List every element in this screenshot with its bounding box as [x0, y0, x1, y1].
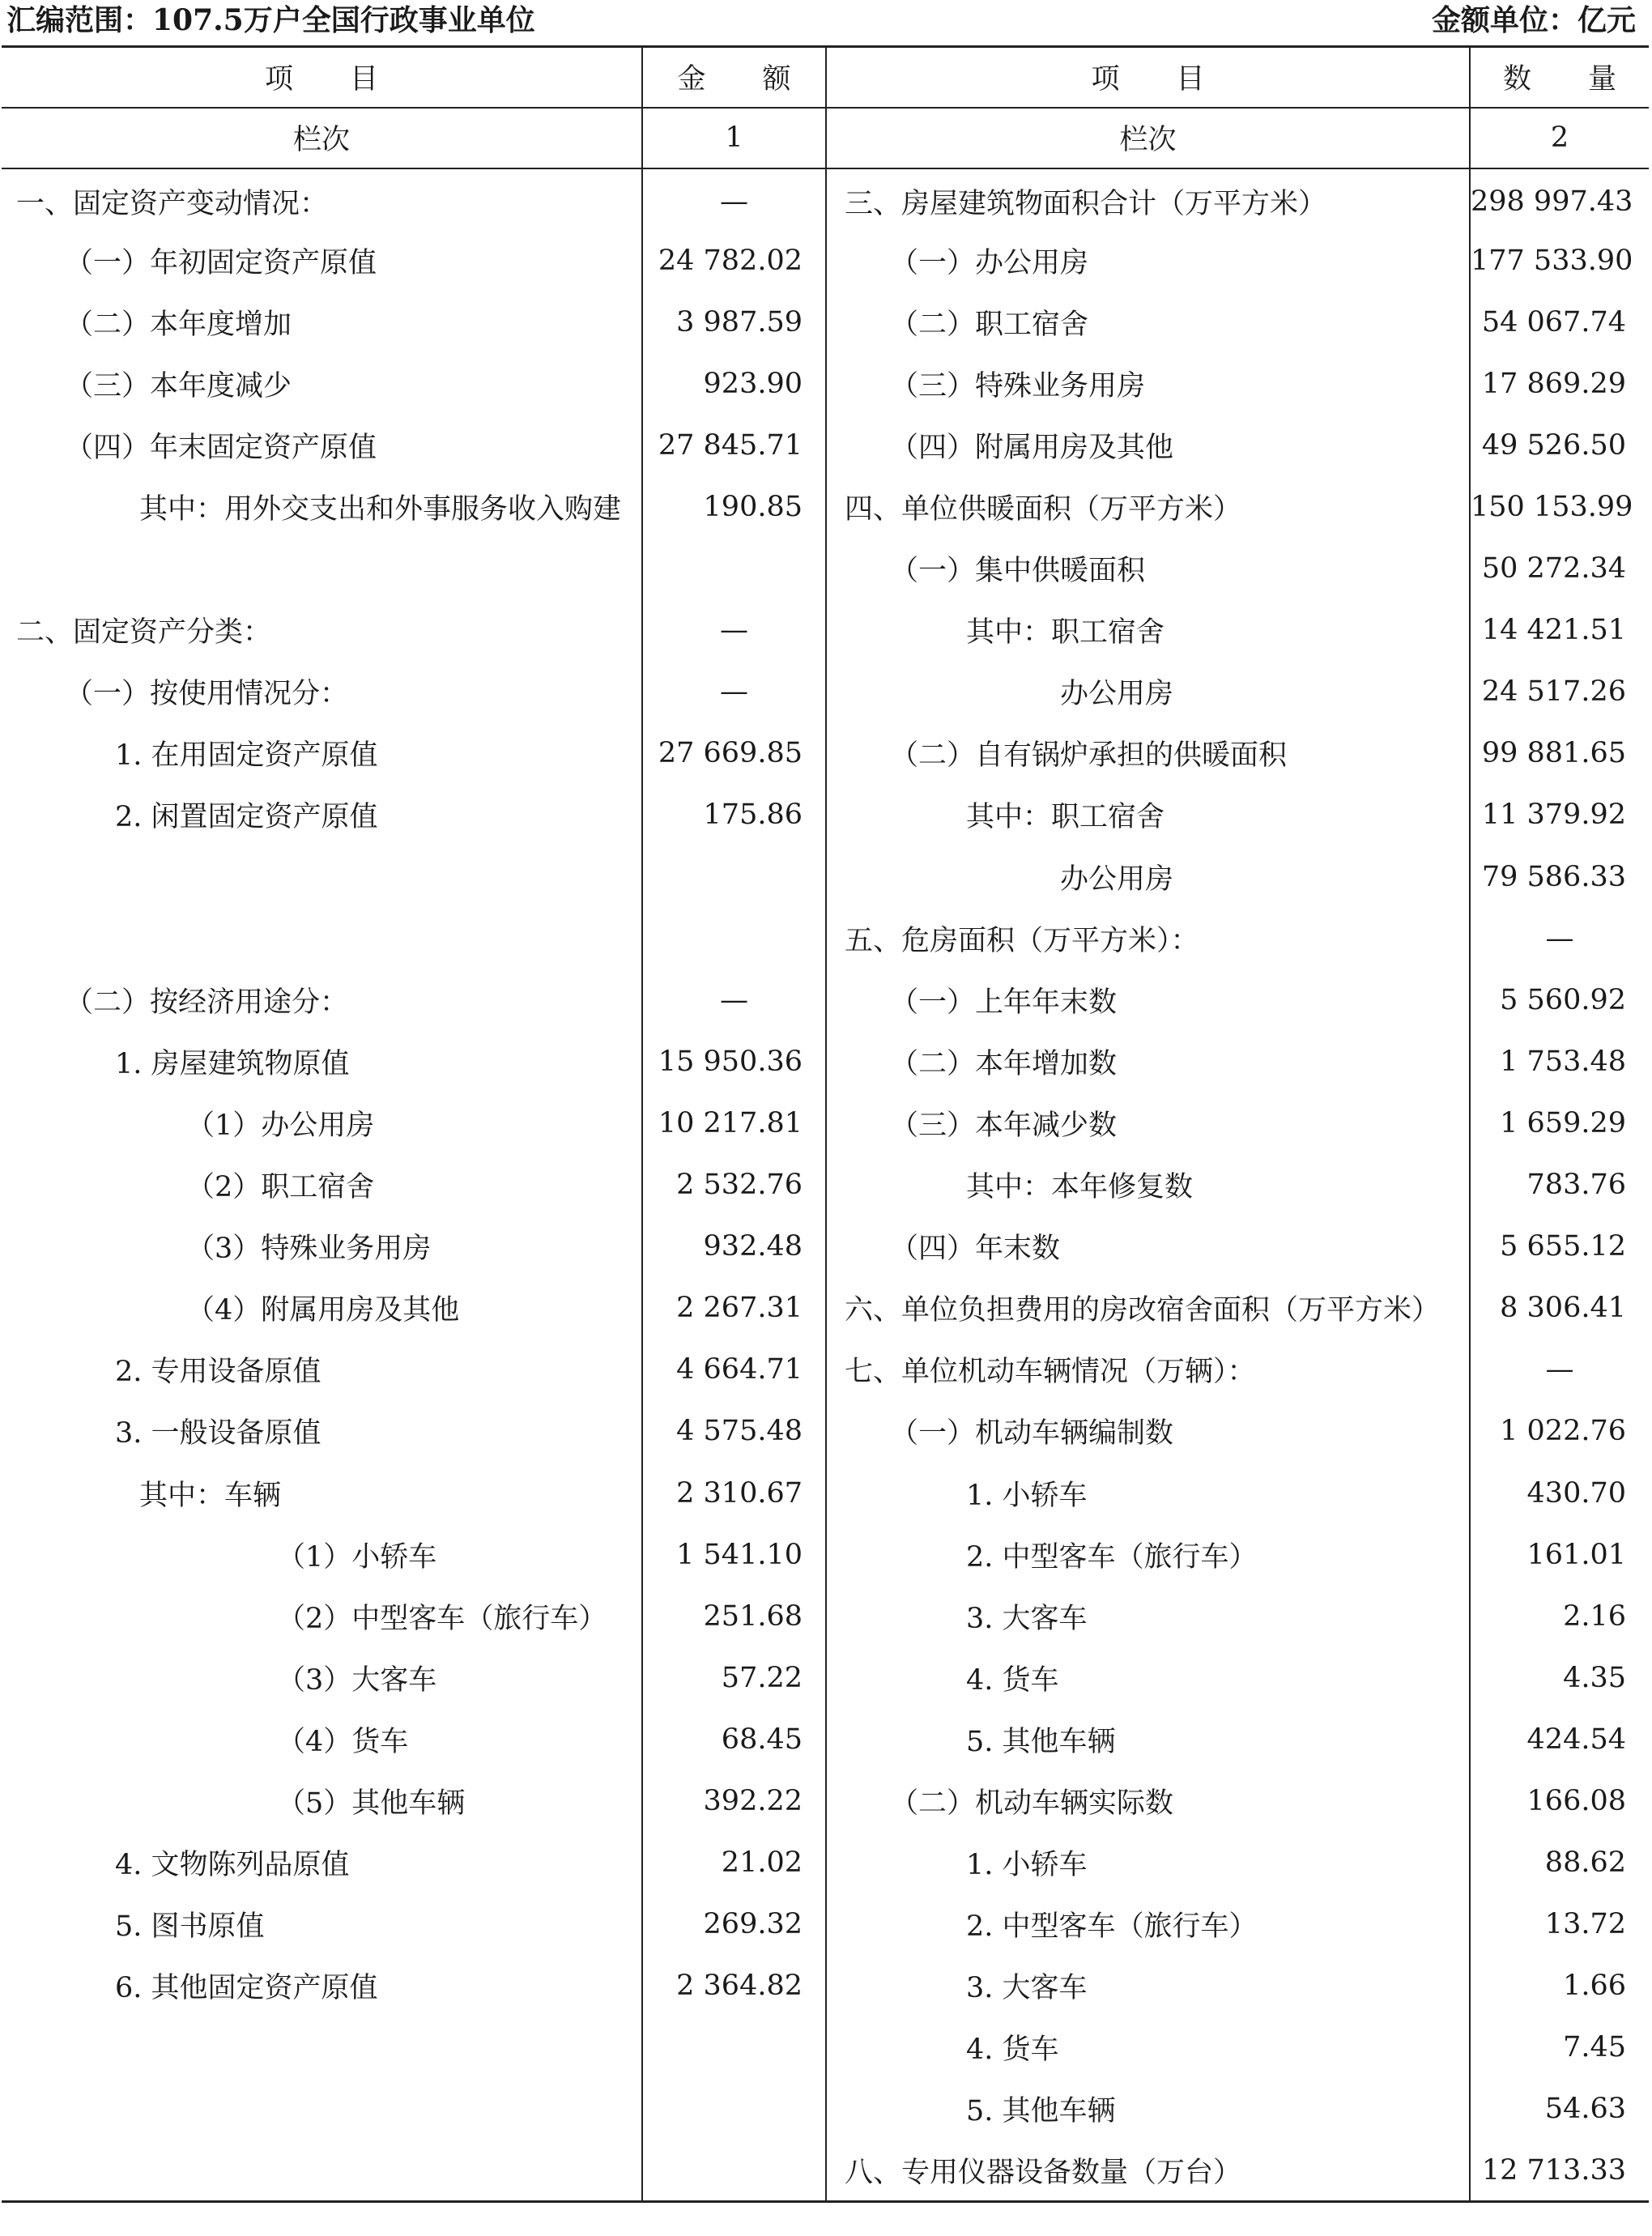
table-row — [2, 230, 1649, 292]
table-row — [2, 1400, 1649, 1462]
left-amount-value: 4 575.48 — [642, 1400, 826, 1462]
left-amount-value: 2 310.67 — [642, 1462, 826, 1523]
right-item-label: （三）特殊业务用房 — [826, 353, 1470, 415]
left-item-label: 其中：用外交支出和外事服务收入购建 — [2, 476, 642, 538]
left-item-label: （3）大客车 — [2, 1647, 642, 1709]
compilation-scope: 汇编范围：107.5万户全国行政事业单位 — [6, 3, 535, 37]
table-row — [2, 908, 1649, 969]
right-item-label: （二）机动车辆实际数 — [826, 1770, 1470, 1832]
right-quantity-value: 161.01 — [1526, 1538, 1626, 1571]
table-row — [2, 1339, 1649, 1400]
table-row — [2, 2140, 1649, 2202]
table-row — [2, 415, 1649, 476]
right-quantity-value: 298 997.43 — [1471, 185, 1633, 219]
left-item-label: （一）按使用情况分： — [2, 661, 642, 722]
right-quantity-value: 5 560.92 — [1500, 983, 1626, 1016]
left-item-label — [2, 846, 642, 908]
left-amount-value — [642, 538, 826, 599]
left-amount-value: 21.02 — [642, 1832, 826, 1893]
right-item-label: 5. 其他车辆 — [826, 2078, 1470, 2140]
left-item-label: 5. 图书原值 — [2, 1893, 642, 1955]
left-amount-value: 2 364.82 — [642, 1955, 826, 2017]
left-item-label: （4）附属用房及其他 — [2, 1277, 642, 1339]
left-item-label: 一、固定资产变动情况： — [2, 168, 642, 230]
table-row — [2, 2078, 1649, 2140]
right-item-label: （一）集中供暖面积 — [826, 538, 1470, 599]
right-quantity-value: 1.66 — [1563, 1970, 1626, 2003]
right-item-label: 2. 中型客车（旅行车） — [826, 1893, 1470, 1955]
right-quantity-value: 24 517.26 — [1481, 675, 1626, 709]
left-item-label: 1. 房屋建筑物原值 — [2, 1031, 642, 1092]
right-quantity-value: 99 881.65 — [1481, 737, 1626, 770]
left-amount-value: 923.90 — [642, 353, 826, 415]
left-amount-value: 251.68 — [642, 1586, 826, 1647]
left-amount-value: 10 217.81 — [642, 1092, 826, 1154]
left-item-label: （二）按经济用途分： — [2, 969, 642, 1031]
left-item-label: （四）年末固定资产原值 — [2, 415, 642, 476]
table-row — [2, 168, 1649, 230]
left-item-label: 二、固定资产分类： — [2, 599, 642, 661]
table-row — [2, 1031, 1649, 1092]
left-amount-value — [642, 2140, 826, 2202]
right-item-label: 办公用房 — [826, 661, 1470, 722]
left-item-label — [2, 2140, 642, 2202]
table-row — [2, 784, 1649, 845]
table-row — [2, 969, 1649, 1031]
table-row — [2, 1709, 1649, 1770]
left-amount-value — [642, 2078, 826, 2140]
right-item-label: 其中：职工宿舍 — [826, 599, 1470, 661]
table-row — [2, 1277, 1649, 1339]
left-amount-value: — — [642, 969, 826, 1031]
right-quantity-value: 5 655.12 — [1500, 1230, 1626, 1263]
left-item-label: 1. 在用固定资产原值 — [2, 722, 642, 784]
left-amount-value: 27 669.85 — [642, 722, 826, 784]
left-amount-value: 392.22 — [642, 1770, 826, 1832]
left-item-label: （一）年初固定资产原值 — [2, 230, 642, 292]
table-row — [2, 1462, 1649, 1523]
table-row — [2, 476, 1649, 538]
col-header-quantity: 数 量 — [1470, 47, 1649, 108]
col-header-item-right: 项 目 — [826, 47, 1470, 108]
right-quantity-value: 54.63 — [1544, 2093, 1626, 2126]
left-amount-value: 2 532.76 — [642, 1154, 826, 1216]
right-quantity-value: 1 659.29 — [1500, 1106, 1626, 1139]
right-item-label: （二）自有锅炉承担的供暖面积 — [826, 722, 1470, 784]
right-quantity-value: 11 379.92 — [1481, 799, 1626, 832]
table-row — [2, 1586, 1649, 1647]
left-item-label: 3. 一般设备原值 — [2, 1400, 642, 1462]
table-row — [2, 661, 1649, 722]
left-item-label — [2, 538, 642, 599]
right-item-label: 其中：本年修复数 — [826, 1154, 1470, 1216]
left-amount-value: 4 664.71 — [642, 1339, 826, 1400]
lanci-right-label: 栏次 — [826, 108, 1470, 168]
table-row — [2, 1524, 1649, 1586]
table-row — [2, 2017, 1649, 2078]
table-row — [2, 538, 1649, 599]
table-row — [2, 1955, 1649, 2017]
left-item-label: 4. 文物陈列品原值 — [2, 1832, 642, 1893]
right-quantity-value: 1 022.76 — [1500, 1415, 1626, 1448]
right-quantity-value: 150 153.99 — [1471, 491, 1633, 524]
left-item-label — [2, 908, 642, 969]
right-quantity-value: 49 526.50 — [1481, 428, 1626, 462]
table-row — [2, 1647, 1649, 1709]
right-quantity-value: — — [1545, 1353, 1574, 1386]
right-quantity-value: 783.76 — [1526, 1169, 1626, 1202]
right-quantity-value: 1 753.48 — [1500, 1045, 1626, 1078]
left-amount-value: 57.22 — [642, 1647, 826, 1709]
right-quantity-value: 12 713.33 — [1481, 2153, 1626, 2187]
right-item-label: 三、房屋建筑物面积合计（万平方米） — [826, 168, 1470, 230]
left-item-label: （2）中型客车（旅行车） — [2, 1586, 642, 1647]
right-quantity-value: 4.35 — [1563, 1661, 1626, 1694]
left-item-label: （三）本年度减少 — [2, 353, 642, 415]
right-item-label: 1. 小轿车 — [826, 1832, 1470, 1893]
right-quantity-value: 54 067.74 — [1481, 305, 1626, 339]
fixed-assets-table — [2, 45, 1649, 2203]
left-item-label: （1）小轿车 — [2, 1524, 642, 1586]
report-header — [0, 0, 1652, 40]
right-item-label: 四、单位供暖面积（万平方米） — [826, 476, 1470, 538]
left-amount-value: 3 987.59 — [642, 292, 826, 353]
right-item-label: 其中：职工宿舍 — [826, 784, 1470, 845]
right-item-label: 1. 小轿车 — [826, 1462, 1470, 1523]
right-item-label: （一）上年年末数 — [826, 969, 1470, 1031]
right-quantity-value: 79 586.33 — [1481, 860, 1626, 893]
right-item-label: 六、单位负担费用的房改宿舍面积（万平方米） — [826, 1277, 1470, 1339]
right-quantity-value: 17 869.29 — [1481, 367, 1626, 400]
left-amount-value: 15 950.36 — [642, 1031, 826, 1092]
right-item-label: 3. 大客车 — [826, 1955, 1470, 2017]
right-item-label: 5. 其他车辆 — [826, 1709, 1470, 1770]
right-item-label: （二）本年增加数 — [826, 1031, 1470, 1092]
right-item-label: （一）机动车辆编制数 — [826, 1400, 1470, 1462]
left-amount-value — [642, 908, 826, 969]
right-item-label: （二）职工宿舍 — [826, 292, 1470, 353]
table-row — [2, 1092, 1649, 1154]
left-item-label: 6. 其他固定资产原值 — [2, 1955, 642, 2017]
right-quantity-value: 424.54 — [1526, 1723, 1626, 1756]
table-row — [2, 599, 1649, 661]
right-quantity-value: 430.70 — [1526, 1476, 1626, 1510]
left-amount-value: 68.45 — [642, 1709, 826, 1770]
right-quantity-value: 88.62 — [1544, 1846, 1626, 1880]
left-item-label: 2. 闲置固定资产原值 — [2, 784, 642, 845]
left-amount-value: 24 782.02 — [642, 230, 826, 292]
lanci-row — [2, 108, 1649, 168]
left-item-label: （二）本年度增加 — [2, 292, 642, 353]
right-quantity-value: 2.16 — [1563, 1599, 1626, 1633]
left-item-label: （3）特殊业务用房 — [2, 1216, 642, 1277]
left-item-label: （2）职工宿舍 — [2, 1154, 642, 1216]
table-row — [2, 1216, 1649, 1277]
right-item-label: 办公用房 — [826, 846, 1470, 908]
right-item-label: （四）年末数 — [826, 1216, 1470, 1277]
table-row — [2, 1770, 1649, 1832]
right-quantity-value: 7.45 — [1563, 2031, 1626, 2064]
left-amount-value: — — [642, 168, 826, 230]
left-item-label: （5）其他车辆 — [2, 1770, 642, 1832]
right-quantity-value: 166.08 — [1526, 1784, 1626, 1817]
right-quantity-value: 177 533.90 — [1471, 244, 1633, 277]
table-row — [2, 722, 1649, 784]
right-item-label: 七、单位机动车辆情况（万辆）： — [826, 1339, 1470, 1400]
right-quantity-value: — — [1545, 922, 1574, 955]
right-item-label: 八、专用仪器设备数量（万台） — [826, 2140, 1470, 2202]
right-item-label: 2. 中型客车（旅行车） — [826, 1524, 1470, 1586]
right-item-label: （三）本年减少数 — [826, 1092, 1470, 1154]
table-row — [2, 1893, 1649, 1955]
table-row — [2, 1832, 1649, 1893]
left-amount-value: 1 541.10 — [642, 1524, 826, 1586]
left-amount-value: 2 267.31 — [642, 1277, 826, 1339]
right-quantity-value: 50 272.34 — [1481, 552, 1626, 586]
left-item-label: （4）货车 — [2, 1709, 642, 1770]
col-header-item-left: 项 目 — [2, 47, 642, 108]
left-item-label: （1）办公用房 — [2, 1092, 642, 1154]
right-item-label: 五、危房面积（万平方米）： — [826, 908, 1470, 969]
right-quantity-value: 13.72 — [1544, 1908, 1626, 1941]
right-item-label: （四）附属用房及其他 — [826, 415, 1470, 476]
amount-unit: 金额单位：亿元 — [1431, 3, 1636, 37]
left-item-label — [2, 2017, 642, 2078]
left-amount-value — [642, 2017, 826, 2078]
left-item-label: 2. 专用设备原值 — [2, 1339, 642, 1400]
left-amount-value: 27 845.71 — [642, 415, 826, 476]
left-item-label — [2, 2078, 642, 2140]
left-amount-value: — — [642, 599, 826, 661]
lanci-left-number: 1 — [642, 108, 826, 168]
table-row — [2, 353, 1649, 415]
left-item-label: 其中：车辆 — [2, 1462, 642, 1523]
col-header-amount: 金 额 — [642, 47, 826, 108]
left-amount-value: 269.32 — [642, 1893, 826, 1955]
table-row — [2, 292, 1649, 353]
right-item-label: 4. 货车 — [826, 1647, 1470, 1709]
left-amount-value: — — [642, 661, 826, 722]
left-amount-value: 175.86 — [642, 784, 826, 845]
right-item-label: 3. 大客车 — [826, 1586, 1470, 1647]
lanci-left-label: 栏次 — [2, 108, 642, 168]
left-amount-value: 190.85 — [642, 476, 826, 538]
left-amount-value: 932.48 — [642, 1216, 826, 1277]
table-row — [2, 846, 1649, 908]
left-amount-value — [642, 846, 826, 908]
table-row — [2, 1154, 1649, 1216]
table-header-row — [2, 47, 1649, 108]
right-quantity-value: 8 306.41 — [1500, 1292, 1626, 1325]
right-item-label: （一）办公用房 — [826, 230, 1470, 292]
right-quantity-value: 14 421.51 — [1481, 614, 1626, 647]
lanci-right-number: 2 — [1470, 108, 1649, 168]
right-item-label: 4. 货车 — [826, 2017, 1470, 2078]
